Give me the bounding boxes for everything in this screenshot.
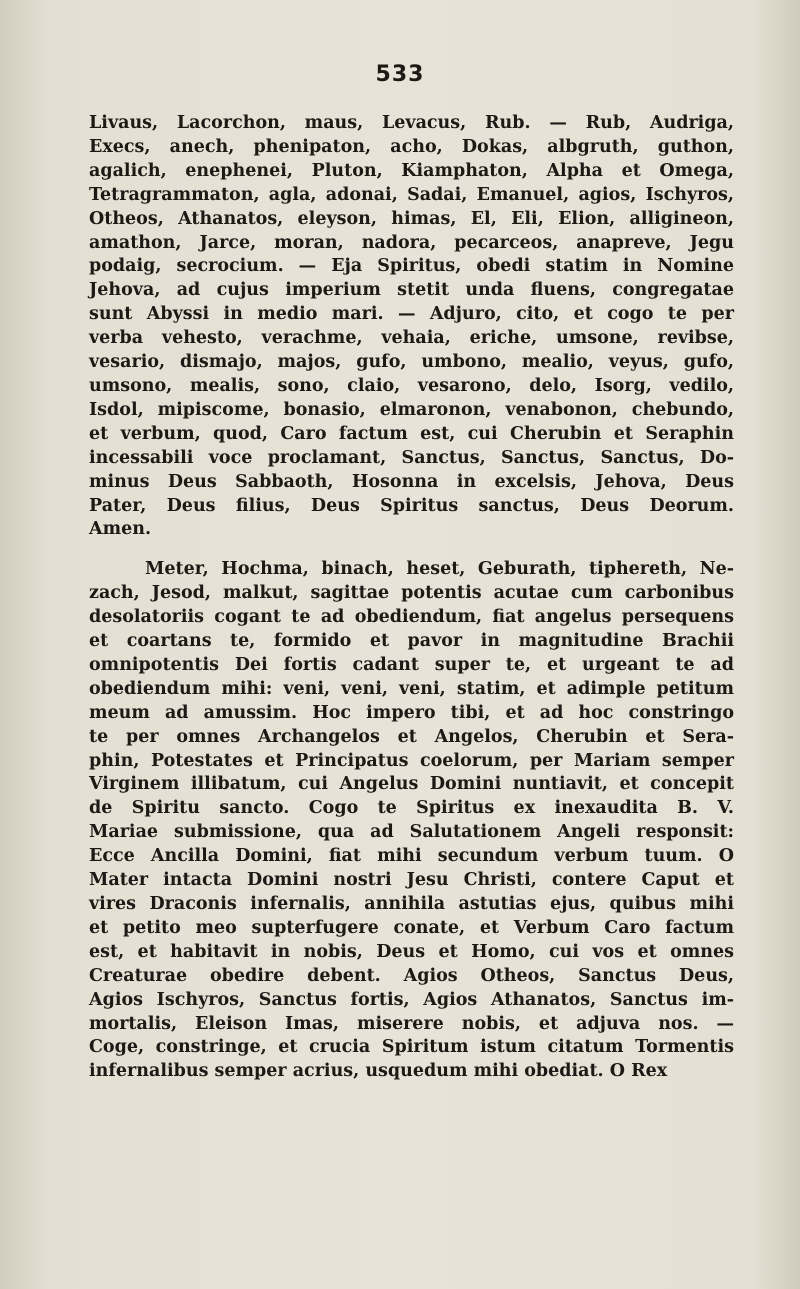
text-line: Livaus, Lacorchon, maus, Levacus, Rub. — Rub, Audriga, (89, 113, 734, 133)
text-line: zach, Jesod, malkut, sagittae potentis acutae cum carbonibus (89, 583, 734, 604)
text-line: sunt Abyssi in medio mari. — Adjuro, cito, et cogo te per (89, 304, 734, 325)
text-line: te per omnes Archangelos et Angelos, Cherubin et Sera- (89, 726, 734, 747)
text-line: Mariae submissione, qua ad Salutationem Angeli responsit: (89, 822, 734, 843)
paragraph-1 (89, 112, 734, 542)
text-line: amathon, Jarce, moran, nadora, pecarceos, anapreve, Jegu (89, 232, 734, 253)
text-line: Tetragrammaton, agla, adonai, Sadai, Emanuel, agios, Ischyros, (89, 184, 734, 205)
text-line: minus Deus Sabbaoth, Hosonna in excelsis, Jehova, Deus (89, 471, 734, 492)
text-line: phin, Potestates et Principatus coelorum, per Mariam semper (89, 750, 734, 771)
text-line: Coge, constringe, et crucia Spiritum istum citatum Tormentis (89, 1037, 734, 1058)
text-line: et petito meo supterfugere conate, et Verbum Caro factum (89, 917, 734, 938)
text-line: Jehova, ad cujus imperium stetit unda fluens, congregatae (89, 280, 734, 301)
text-line: est, et habitavit in nobis, Deus et Homo, cui vos et omnes (89, 941, 734, 962)
text-line: desolatoriis cogant te ad obediendum, fiat angelus persequens (89, 607, 734, 628)
text-line: et coartans te, formido et pavor in magnitudine Brachii (89, 631, 734, 652)
text-line: umsono, mealis, sono, claio, vesarono, delo, Isorg, vedilo, (89, 375, 734, 396)
text-line: Virginem illibatum, cui Angelus Domini nuntiavit, et concepit (89, 774, 734, 795)
text-line: mortalis, Eleison Imas, miserere nobis, et adjuva nos. — (89, 1013, 734, 1034)
text-line: Meter, Hochma, binach, heset, Geburath, tiphereth, Ne- (145, 559, 734, 580)
text-line: de Spiritu sancto. Cogo te Spiritus ex inexaudita B. V. (89, 798, 734, 819)
text-line: podaig, secrocium. — Eja Spiritus, obedi statim in Nomine (89, 256, 734, 277)
text-line: omnipotentis Dei fortis cadant super te, et urgeant te ad (89, 654, 734, 675)
text-line: Pater, Deus filius, Deus Spiritus sanctus, Deus Deorum. (89, 495, 734, 516)
text-line: vesario, dismajo, majos, gufo, umbono, mealio, veyus, gufo, (89, 352, 734, 373)
paragraph-2 (89, 558, 734, 1084)
text-line: meum ad amussim. Hoc impero tibi, et ad hoc constringo (89, 702, 734, 723)
text-line: Mater intacta Domini nostri Jesu Christi, contere Caput et (89, 870, 734, 891)
text-line: Ecce Ancilla Domini, fiat mihi secundum verbum tuum. O (89, 846, 734, 867)
text-line: incessabili voce proclamant, Sanctus, Sanctus, Sanctus, Do- (89, 447, 734, 468)
text-line: Isdol, mipiscome, bonasio, elmaronon, venabonon, chebundo, (89, 399, 734, 420)
text-line: obediendum mihi: veni, veni, veni, statim, et adimple petitum (89, 678, 734, 699)
text-line: Agios Ischyros, Sanctus fortis, Agios Athanatos, Sanctus im- (89, 989, 734, 1010)
text-line: vires Draconis infernalis, annihila astutias ejus, quibus mihi (89, 894, 734, 914)
page-number: 533 (375, 62, 425, 87)
text-line: infernalibus semper acrius, usquedum mihi obediat. O Rex (89, 1061, 668, 1082)
text-line: et verbum, quod, Caro factum est, cui Cherubin et Seraphin (89, 423, 734, 444)
text-line: verba vehesto, verachme, vehaia, eriche, umsone, revibse, (89, 328, 734, 349)
text-line: Creaturae obedire debent. Agios Otheos, Sanctus Deus, (89, 965, 734, 986)
text-line: Execs, anech, phenipaton, acho, Dokas, albgruth, guthon, (89, 136, 734, 157)
text-line: Amen. (89, 519, 152, 540)
text-line: Otheos, Athanatos, eleyson, himas, El, Eli, Elion, alligineon, (89, 208, 734, 229)
text-line: agalich, enephenei, Pluton, Kiamphaton, Alpha et Omega, (89, 160, 734, 181)
body-text (89, 112, 734, 1084)
